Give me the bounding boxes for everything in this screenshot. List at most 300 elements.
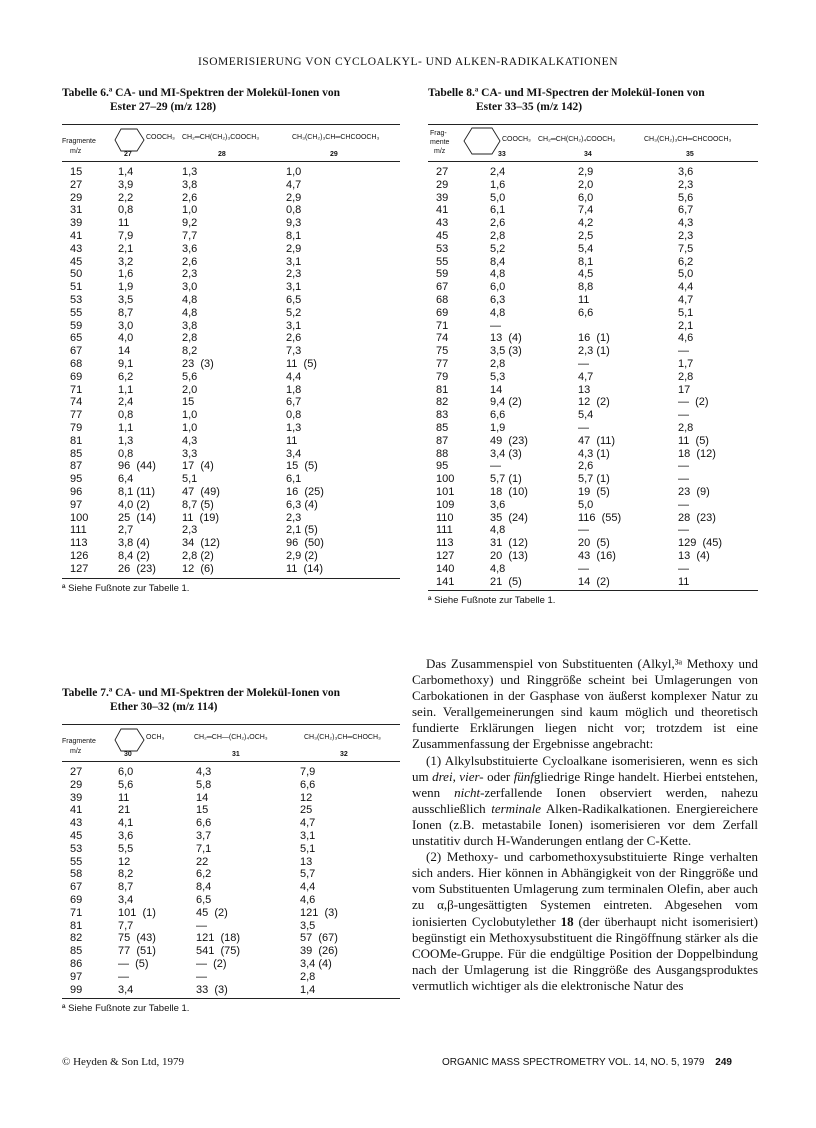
value-cell: 7,7 bbox=[118, 919, 134, 932]
value-cell: — bbox=[678, 409, 689, 422]
value-cell: 11 bbox=[118, 217, 130, 230]
value-cell: 8,7 bbox=[118, 881, 134, 894]
table-row bbox=[62, 499, 396, 512]
table-row bbox=[62, 281, 396, 294]
value-cell: 8,4 (2) bbox=[118, 549, 150, 562]
mz-cell: 88 bbox=[436, 447, 449, 460]
value-cell: 14 bbox=[196, 791, 209, 804]
value-cell: 4,4 bbox=[678, 281, 694, 294]
value-cell: — bbox=[678, 345, 689, 358]
value-cell: 8,1 bbox=[286, 229, 302, 242]
value-cell: 17 bbox=[678, 383, 691, 396]
table-row bbox=[62, 881, 400, 894]
value-cell: 8,4 bbox=[490, 255, 506, 268]
value-cell: 4,8 bbox=[182, 293, 198, 306]
table-row bbox=[62, 971, 400, 984]
value-cell: 25 bbox=[300, 804, 313, 817]
paragraph-2: (1) Alkylsubstituierte Cycloalkane isomerisieren, wenn es sich um drei, vier- oder fünfgliedrige Ringe handelt. Hierbei entstehen, wenn nicht-zerfallende Ionen observiert werden, nahezu ausschließlich terminale Alken-Radikalkationen. Energiereichere Ionen (z.B. metastabile Ionen) isomerisieren vor dem Zerfall unstatitiv durch H-Wanderungen entlang der C-Kette. bbox=[412, 752, 758, 849]
value-cell: 49 (23) bbox=[490, 434, 528, 447]
table-6 bbox=[62, 86, 400, 594]
value-cell: 4,8 bbox=[182, 306, 198, 319]
value-cell: 8,7 (5) bbox=[182, 498, 214, 511]
value-cell: 5,1 bbox=[678, 306, 694, 319]
value-cell: 6,3 bbox=[490, 293, 506, 306]
mz-cell: 69 bbox=[70, 893, 83, 906]
value-cell: 15 (5) bbox=[286, 460, 318, 473]
value-cell: 3,0 bbox=[182, 281, 198, 294]
value-cell: 1,1 bbox=[118, 421, 134, 434]
value-cell: — bbox=[118, 970, 129, 983]
table-row bbox=[62, 792, 400, 805]
value-cell: 2,0 bbox=[578, 178, 594, 191]
value-cell: 2,3 bbox=[182, 268, 198, 281]
table-row bbox=[428, 345, 758, 358]
value-cell: 11 (5) bbox=[678, 434, 709, 447]
table-row bbox=[62, 409, 396, 422]
value-cell: 6,6 bbox=[300, 778, 316, 791]
table-row bbox=[428, 320, 758, 333]
table-row bbox=[428, 384, 758, 397]
value-cell: 14 (2) bbox=[578, 575, 610, 588]
value-cell: 4,3 bbox=[678, 217, 694, 230]
value-cell: 2,6 bbox=[182, 255, 198, 268]
table-row bbox=[62, 945, 400, 958]
mz-cell: 39 bbox=[70, 791, 83, 804]
mz-cell: 85 bbox=[70, 945, 83, 958]
col3-label: CH₃(CH₂)₃CH═CHOCH₃ bbox=[304, 734, 381, 741]
col1-label: COOCH₃ bbox=[502, 136, 531, 143]
value-cell: 3,0 bbox=[118, 319, 134, 332]
value-cell: 14 bbox=[118, 345, 131, 358]
table-8-subtitle: Ester 33–35 (m/z 142) bbox=[476, 101, 583, 113]
table-7 bbox=[62, 686, 400, 1014]
table-8-header-rule bbox=[428, 161, 758, 162]
mz-cell: 45 bbox=[436, 229, 449, 242]
value-cell: 4,7 bbox=[578, 370, 594, 383]
value-cell: — bbox=[196, 919, 207, 932]
mz-cell: 65 bbox=[70, 332, 83, 345]
table-row bbox=[428, 512, 758, 525]
value-cell: 15 bbox=[182, 396, 195, 409]
value-cell: 16 (1) bbox=[578, 332, 610, 345]
value-cell: 5,1 bbox=[182, 473, 198, 486]
mz-cell: 53 bbox=[70, 842, 83, 855]
value-cell: 4,3 bbox=[182, 434, 198, 447]
value-cell: 3,4 bbox=[118, 893, 134, 906]
table-row bbox=[62, 766, 400, 779]
table-row bbox=[62, 486, 396, 499]
table-row bbox=[62, 830, 400, 843]
value-cell: 4,6 bbox=[678, 332, 694, 345]
table-row bbox=[428, 294, 758, 307]
table-6-body bbox=[62, 166, 396, 576]
table-row bbox=[62, 932, 400, 945]
paragraph-3: (2) Methoxy- und carbomethoxysubstituierte Ringe verhalten sich anders. Hier können in Abhängigkeit von der Ringgröße und vom Substituenten Umlagerung zum terminalen Olefin, aber auch zu α,β-ungesättigten Systemen eintreten. Abgesehen vom ionisierten Cyclobutylether 18 (der überhaupt nicht isomerisiert) begünstigt ein Methoxysubstituent die Ringöffnung stärker als die COOMe-Gruppe. Für die endgültige Position der Doppelbindung nach der Umlagerung ist die Ringgröße des Ausgangsproduktes vermutlich wichtiger als die elektronische Natur des bbox=[412, 849, 759, 993]
value-cell: 2,3 bbox=[678, 229, 694, 242]
value-cell: — bbox=[578, 421, 589, 434]
value-cell: 0,8 bbox=[286, 409, 302, 422]
value-cell: 3,6 bbox=[182, 242, 198, 255]
value-cell: 3,1 bbox=[286, 319, 302, 332]
mz-cell: 86 bbox=[70, 957, 83, 970]
value-cell: 3,2 bbox=[118, 255, 134, 268]
value-cell: 7,9 bbox=[118, 229, 134, 242]
value-cell: — (2) bbox=[678, 396, 709, 409]
value-cell: 5,4 bbox=[578, 409, 594, 422]
value-cell: 7,7 bbox=[182, 229, 198, 242]
table-row bbox=[428, 166, 758, 179]
value-cell: 11 (5) bbox=[286, 357, 317, 370]
mz-cell: 127 bbox=[70, 562, 89, 575]
value-cell: 57 (67) bbox=[300, 932, 338, 945]
value-cell: 17 (4) bbox=[182, 460, 214, 473]
mz-cell: 85 bbox=[436, 421, 449, 434]
col2-number: 28 bbox=[218, 151, 226, 158]
mz-cell: 51 bbox=[70, 281, 83, 294]
mz-cell: 29 bbox=[70, 191, 83, 204]
value-cell: — bbox=[490, 319, 501, 332]
value-cell: 2,6 bbox=[286, 332, 302, 345]
mz-cell: 15 bbox=[70, 166, 83, 178]
value-cell: 1,0 bbox=[182, 204, 198, 217]
value-cell: 6,0 bbox=[578, 191, 594, 204]
table-6-title: Tabelle 6.ª CA- und MI-Spektren der Molekül-Ionen von bbox=[62, 87, 340, 99]
value-cell: 2,6 bbox=[490, 217, 506, 230]
table-row bbox=[62, 460, 396, 473]
value-cell: 1,8 bbox=[286, 383, 302, 396]
value-cell: 4,6 bbox=[300, 893, 316, 906]
mz-cell: 100 bbox=[436, 473, 455, 486]
value-cell: 9,2 bbox=[182, 217, 198, 230]
value-cell: 0,8 bbox=[118, 447, 134, 460]
value-cell: — bbox=[578, 562, 589, 575]
value-cell: 4,4 bbox=[300, 881, 316, 894]
value-cell: 11 bbox=[286, 434, 298, 447]
table-row bbox=[428, 358, 758, 371]
mz-cell: 27 bbox=[436, 166, 449, 178]
table-8-header bbox=[428, 125, 758, 161]
mz-cell: 53 bbox=[436, 242, 449, 255]
value-cell: 2,1 bbox=[678, 319, 694, 332]
mz-cell: 77 bbox=[436, 357, 449, 370]
col2-number: 34 bbox=[584, 151, 592, 158]
col3-label: CH₃(CH₂)₃CH═CHCOOCH₃ bbox=[292, 134, 380, 141]
value-cell: 11 bbox=[678, 575, 690, 588]
value-cell: 35 (24) bbox=[490, 511, 528, 524]
value-cell: — bbox=[678, 562, 689, 575]
value-cell: 45 (2) bbox=[196, 906, 228, 919]
value-cell: 2,3 bbox=[286, 268, 302, 281]
value-cell: 12 bbox=[300, 791, 313, 804]
value-cell: 6,7 bbox=[286, 396, 302, 409]
value-cell: 5,3 bbox=[490, 370, 506, 383]
table-row bbox=[62, 817, 400, 830]
value-cell: 3,4 (4) bbox=[300, 957, 332, 970]
table-row bbox=[428, 473, 758, 486]
table-7-subtitle: Ether 30–32 (m/z 114) bbox=[110, 701, 218, 713]
value-cell: 4,8 bbox=[490, 268, 506, 281]
value-cell: 6,0 bbox=[118, 766, 134, 778]
value-cell: 15 bbox=[196, 804, 209, 817]
table-row bbox=[62, 920, 400, 933]
value-cell: 18 (12) bbox=[678, 447, 716, 460]
mz-cell: 67 bbox=[436, 281, 449, 294]
table-row bbox=[428, 460, 758, 473]
mz-cell: 69 bbox=[436, 306, 449, 319]
value-cell: 11 (19) bbox=[182, 511, 220, 524]
col3-number: 35 bbox=[686, 151, 694, 158]
mz-cell: 71 bbox=[70, 383, 83, 396]
table-row bbox=[428, 256, 758, 269]
journal-info bbox=[442, 1057, 732, 1068]
table-7-footnote: ª Siehe Fußnote zur Tabelle 1. bbox=[62, 1003, 190, 1015]
mz-label: m/z bbox=[70, 148, 82, 155]
table-row bbox=[62, 550, 396, 563]
value-cell: 8,8 bbox=[578, 281, 594, 294]
table-row bbox=[428, 563, 758, 576]
value-cell: 101 (1) bbox=[118, 906, 156, 919]
col1-label: OCH₃ bbox=[146, 734, 165, 741]
table-row bbox=[428, 179, 758, 192]
value-cell: 8,2 bbox=[118, 868, 134, 881]
value-cell: 541 (75) bbox=[196, 945, 241, 958]
value-cell: 0,8 bbox=[118, 409, 134, 422]
value-cell: 12 bbox=[118, 855, 131, 868]
value-cell: 3,1 bbox=[286, 281, 302, 294]
value-cell: 14 bbox=[490, 383, 503, 396]
value-cell: 4,1 bbox=[118, 817, 134, 830]
value-cell: 13 (4) bbox=[490, 332, 522, 345]
table-row bbox=[62, 371, 396, 384]
value-cell: 129 (45) bbox=[678, 537, 723, 550]
table-row bbox=[62, 332, 396, 345]
value-cell: 6,6 bbox=[490, 409, 506, 422]
value-cell: 34 (12) bbox=[182, 537, 220, 550]
mz-cell: 100 bbox=[70, 511, 89, 524]
value-cell: 2,8 bbox=[678, 370, 694, 383]
table-8 bbox=[428, 86, 758, 606]
value-cell: 3,3 bbox=[182, 447, 198, 460]
mz-cell: 141 bbox=[436, 575, 455, 588]
table-row bbox=[428, 281, 758, 294]
value-cell: 25 (14) bbox=[118, 511, 156, 524]
value-cell: — (2) bbox=[196, 957, 227, 970]
value-cell: 23 (9) bbox=[678, 485, 710, 498]
table-row bbox=[62, 422, 396, 435]
mz-cell: 81 bbox=[436, 383, 449, 396]
value-cell: — bbox=[678, 473, 689, 486]
table-row bbox=[62, 243, 396, 256]
value-cell: 5,6 bbox=[118, 778, 134, 791]
mz-cell: 55 bbox=[70, 855, 83, 868]
mz-cell: 59 bbox=[70, 319, 83, 332]
value-cell: 7,5 bbox=[678, 242, 694, 255]
value-cell: 2,9 (2) bbox=[286, 549, 318, 562]
value-cell: 4,7 bbox=[678, 293, 694, 306]
value-cell: 1,9 bbox=[490, 421, 506, 434]
value-cell: 3,4 bbox=[118, 983, 134, 996]
mz-cell: 101 bbox=[436, 485, 455, 498]
value-cell: 1,3 bbox=[182, 166, 198, 178]
value-cell: 1,4 bbox=[118, 166, 134, 178]
value-cell: 6,5 bbox=[286, 293, 302, 306]
value-cell: 6,2 bbox=[196, 868, 212, 881]
value-cell: 5,4 bbox=[578, 242, 594, 255]
table-row bbox=[428, 409, 758, 422]
table-6-subtitle: Ester 27–29 (m/z 128) bbox=[110, 101, 217, 113]
table-row bbox=[62, 179, 396, 192]
value-cell: 20 (5) bbox=[578, 537, 610, 550]
value-cell: 8,2 bbox=[182, 345, 198, 358]
value-cell: 2,8 bbox=[490, 229, 506, 242]
mz-cell: 39 bbox=[70, 217, 83, 230]
value-cell: 8,1 (11) bbox=[118, 485, 156, 498]
table-row bbox=[62, 448, 396, 461]
value-cell: 4,7 bbox=[300, 817, 316, 830]
value-cell: 2,6 bbox=[578, 460, 594, 473]
value-cell: 2,6 bbox=[182, 191, 198, 204]
value-cell: 9,1 bbox=[118, 357, 134, 370]
mz-cell: 39 bbox=[436, 191, 449, 204]
col1-number: 27 bbox=[124, 151, 132, 158]
value-cell: 4,7 bbox=[286, 178, 302, 191]
table-7-header-rule bbox=[62, 761, 400, 762]
col2-label: CH₂═CH(CH₂)₄COOCH₃ bbox=[538, 136, 616, 143]
mz-cell: 140 bbox=[436, 562, 455, 575]
value-cell: 5,2 bbox=[490, 242, 506, 255]
value-cell: 1,7 bbox=[678, 357, 694, 370]
table-row bbox=[62, 473, 396, 486]
table-row bbox=[62, 192, 396, 205]
value-cell: 77 (51) bbox=[118, 945, 156, 958]
mz-cell: 58 bbox=[70, 868, 83, 881]
value-cell: 16 (25) bbox=[286, 485, 324, 498]
mz-cell: 82 bbox=[436, 396, 449, 409]
mz-cell: 95 bbox=[436, 460, 449, 473]
mz-label: m/z bbox=[70, 748, 82, 755]
value-cell: — bbox=[678, 460, 689, 473]
table-7-title: Tabelle 7.ª CA- und MI-Spektren der Molekül-Ionen von bbox=[62, 687, 340, 699]
value-cell: — bbox=[578, 357, 589, 370]
value-cell: 22 bbox=[196, 855, 209, 868]
value-cell: 19 (5) bbox=[578, 485, 610, 498]
value-cell: 96 (50) bbox=[286, 537, 324, 550]
mz-cell: 97 bbox=[70, 970, 83, 983]
value-cell: 2,0 bbox=[182, 383, 198, 396]
value-cell: 3,5 bbox=[300, 919, 316, 932]
value-cell: 2,3 bbox=[182, 524, 198, 537]
table-row bbox=[428, 371, 758, 384]
value-cell: 4,0 (2) bbox=[118, 498, 150, 511]
table-row bbox=[428, 435, 758, 448]
table-row bbox=[62, 537, 396, 550]
value-cell: 3,4 bbox=[286, 447, 302, 460]
table-row bbox=[428, 192, 758, 205]
mz-cell: 69 bbox=[70, 370, 83, 383]
value-cell: 6,3 (4) bbox=[286, 498, 318, 511]
mz-cell: 83 bbox=[436, 409, 449, 422]
value-cell: 23 (3) bbox=[182, 357, 214, 370]
value-cell: 96 (44) bbox=[118, 460, 156, 473]
mz-cell: 79 bbox=[436, 370, 449, 383]
value-cell: 121 (3) bbox=[300, 906, 338, 919]
mz-cell: 68 bbox=[436, 293, 449, 306]
value-cell: 11 bbox=[118, 791, 130, 804]
table-row bbox=[428, 243, 758, 256]
value-cell: 6,4 bbox=[118, 473, 134, 486]
mz-cell: 87 bbox=[436, 434, 449, 447]
value-cell: 2,8 bbox=[678, 421, 694, 434]
value-cell: 1,6 bbox=[490, 178, 506, 191]
value-cell: 2,9 bbox=[578, 166, 594, 178]
value-cell: 5,2 bbox=[286, 306, 302, 319]
value-cell: 75 (43) bbox=[118, 932, 156, 945]
mz-label: m/z bbox=[434, 148, 446, 155]
col3-number: 32 bbox=[340, 751, 348, 758]
value-cell: 6,0 bbox=[490, 281, 506, 294]
value-cell: 4,4 bbox=[286, 370, 302, 383]
table-row bbox=[428, 448, 758, 461]
value-cell: 6,7 bbox=[678, 204, 694, 217]
value-cell: 9,3 bbox=[286, 217, 302, 230]
table-row bbox=[62, 868, 400, 881]
value-cell: 4,3 (1) bbox=[578, 447, 610, 460]
mz-cell: 68 bbox=[70, 357, 83, 370]
table-row bbox=[62, 345, 396, 358]
value-cell: 4,2 bbox=[578, 217, 594, 230]
value-cell: 8,4 bbox=[196, 881, 212, 894]
value-cell: 3,4 (3) bbox=[490, 447, 522, 460]
table-row bbox=[62, 217, 396, 230]
value-cell: 7,9 bbox=[300, 766, 316, 778]
value-cell: — bbox=[678, 498, 689, 511]
value-cell: 7,1 bbox=[196, 842, 212, 855]
value-cell: 1,9 bbox=[118, 281, 134, 294]
table-row bbox=[428, 422, 758, 435]
value-cell: 3,9 bbox=[118, 178, 134, 191]
table-row bbox=[428, 268, 758, 281]
mz-cell: 96 bbox=[70, 485, 83, 498]
value-cell: 3,1 bbox=[286, 255, 302, 268]
value-cell: 33 (3) bbox=[196, 983, 228, 996]
value-cell: 1,1 bbox=[118, 383, 134, 396]
table-row bbox=[428, 230, 758, 243]
value-cell: 4,5 bbox=[578, 268, 594, 281]
value-cell: 12 (2) bbox=[578, 396, 610, 409]
table-row bbox=[62, 204, 396, 217]
table-row bbox=[62, 294, 396, 307]
value-cell: — bbox=[490, 460, 501, 473]
value-cell: 5,6 bbox=[678, 191, 694, 204]
table-row bbox=[62, 166, 396, 179]
cyclopentane-ring-icon bbox=[112, 727, 146, 753]
value-cell: 2,1 bbox=[118, 242, 134, 255]
value-cell: 2,4 bbox=[490, 166, 506, 178]
fragmente-label: Fragmente bbox=[62, 138, 96, 145]
mz-cell: 126 bbox=[70, 549, 89, 562]
table-7-bottom-rule bbox=[62, 998, 400, 999]
value-cell: 4,0 bbox=[118, 332, 134, 345]
col1-number: 33 bbox=[498, 151, 506, 158]
value-cell: 4,8 bbox=[490, 306, 506, 319]
mz-cell: 111 bbox=[70, 524, 87, 537]
value-cell: 4,3 bbox=[196, 766, 212, 778]
value-cell: 5,0 bbox=[678, 268, 694, 281]
value-cell: 1,0 bbox=[286, 166, 302, 178]
value-cell: 6,5 bbox=[196, 893, 212, 906]
value-cell: 1,3 bbox=[118, 434, 134, 447]
mz-cell: 74 bbox=[70, 396, 83, 409]
